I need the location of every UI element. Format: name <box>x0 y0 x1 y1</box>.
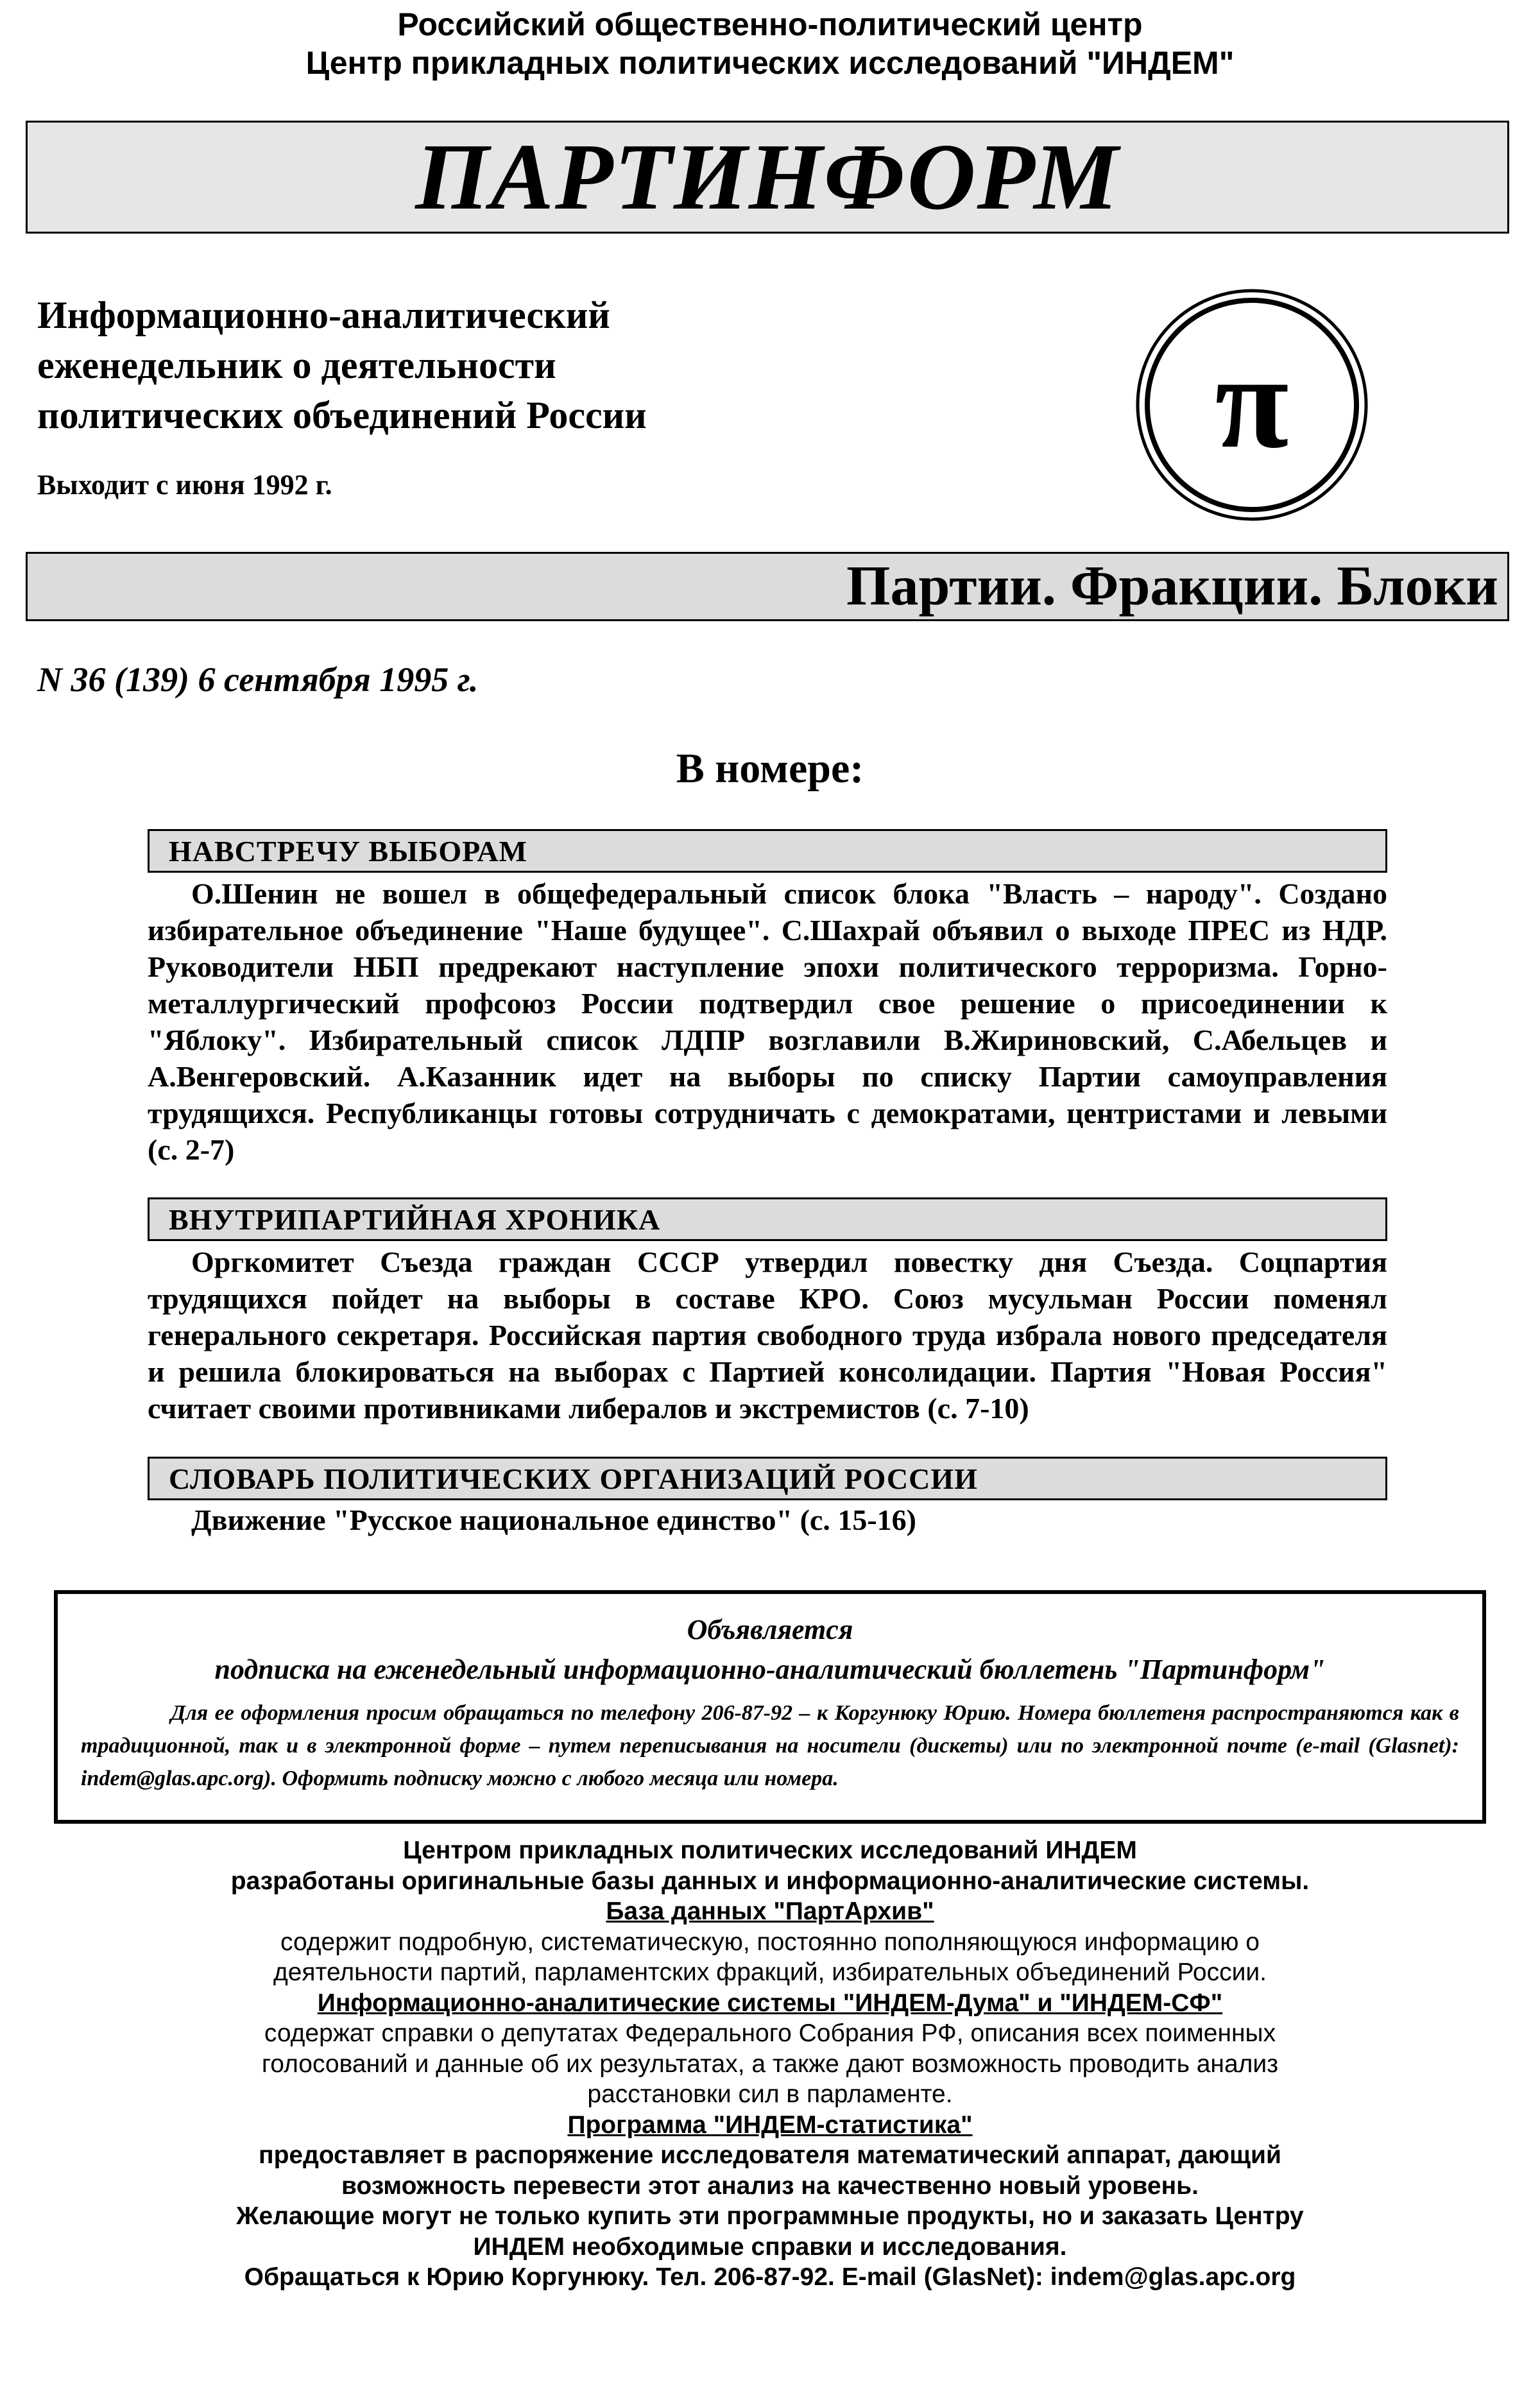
issue-number: N 36 (139) 6 сентября 1995 г. <box>37 660 479 699</box>
ad-systems-text-1: содержат справки о депутатах Федерального Собрания РФ, описания всех поименных <box>264 2019 1276 2047</box>
section-summary: Оргкомитет Съезда граждан СССР утвердил повестку дня Съезда. Соцпартия трудящихся пойдет на выборы в составе КРО. Союз мусульман России поменял генерального секретаря. Российская партия свободного труда избрала нового председателя и решила блокироваться на выборах с Партией консолидации. Партия "Новая Россия" считает своими противниками либералов и экстремистов (с. 7-10) <box>148 1246 1387 1425</box>
pi-logo-icon <box>1133 286 1371 524</box>
category-title: Партии. Фракции. Блоки <box>846 555 1498 617</box>
ad-database-title: База данных "ПартАрхив" <box>606 1898 934 1925</box>
section-summary: Движение "Русское национальное единство" (с. 15-16) <box>191 1504 916 1536</box>
ad-database-text-1: содержит подробную, систематическую, постоянно пополняющуюся информацию о <box>280 1928 1260 1956</box>
ad-systems-text-2: голосований и данные об их результатах, а также дают возможность проводить анализ <box>261 2050 1279 2078</box>
description-line-1: Информационно-аналитический <box>37 294 610 336</box>
subscription-notice <box>54 1590 1486 1824</box>
logo-glyph: π <box>1215 327 1289 476</box>
section-summary: О.Шенин не вошел в общефедеральный список блока "Власть – народу". Создано избирательное объединение "Наше будущее". С.Шахрай объявил о выходе ПРЕС из НДР. Руководители НБП предрекают наступление эпохи политического терроризма. Горно-металлургический профсоюз России подтвердил свое решение о присоединении к "Яблоку". Избирательный список ЛДПР возглавили В.Жириновский, С.Абельцев и А.Венгеровский. А.Казанник идет на выборы по списку Партии самоуправления трудящихся. Республиканцы готовы сотрудничать с демократами, центристами и левыми (с. 2-7) <box>148 877 1387 1166</box>
ad-database-text-2: деятельности партий, парламентских фракций, избирательных объединений России. <box>273 1958 1267 1986</box>
section-heading <box>148 829 1387 873</box>
ad-line-1: Центром прикладных политических исследований ИНДЕМ <box>403 1837 1137 1864</box>
publisher-line-2: Центр прикладных политических исследований "ИНДЕМ" <box>305 45 1235 81</box>
in-issue-heading: В номере: <box>676 745 864 792</box>
ad-program-text-1: предоставляет в распоряжение исследователя математический аппарат, дающий <box>259 2141 1281 2169</box>
masthead-box <box>26 121 1509 234</box>
ad-line-2: разработаны оригинальные базы данных и информационно-аналитические системы. <box>230 1867 1310 1895</box>
section-heading-text: СЛОВАРЬ ПОЛИТИЧЕСКИХ ОРГАНИЗАЦИЙ РОССИИ <box>169 1462 978 1495</box>
section-heading-text: ВНУТРИПАРТИЙНАЯ ХРОНИКА <box>169 1203 661 1236</box>
description-line-3: политических объединений России <box>37 394 647 436</box>
description-line-2: еженедельник о деятельности <box>37 344 556 386</box>
notice-subtitle: подписка на еженедельный информационно-аналитический бюллетень "Партинформ" <box>214 1654 1326 1685</box>
category-band <box>26 552 1509 621</box>
notice-text: Для ее оформления просим обращаться по телефону 206-87-92 – к Коргунюку Юрию. Номера бюллетеня распространяются как в традиционной, так и в электронной форме – путем переписывания на носители (дискеты) или по электронной почте (e-mail (Glasnet): indem@glas.apc.org). Оформить подписку можно с любого месяца или номера. <box>81 1701 1459 1790</box>
indem-advertisement <box>0 1835 1540 2293</box>
notice-title: Объявляется <box>687 1614 853 1645</box>
ad-wish-2: ИНДЕМ необходимые справки и исследования. <box>473 2232 1067 2261</box>
publisher-line-1: Российский общественно-политический центр <box>397 6 1143 42</box>
section-heading <box>148 1197 1387 1241</box>
ad-program-text-2: возможность перевести этот анализ на качественно новый уровень. <box>341 2172 1199 2200</box>
ad-contact: Обращаться к Юрию Коргунюку. Тел. 206-87-92. E-mail (GlasNet): indem@glas.apc.org <box>244 2263 1296 2291</box>
ad-program-title: Программа "ИНДЕМ-статистика" <box>567 2111 973 2139</box>
section-heading <box>148 1457 1387 1500</box>
ad-systems-title: Информационно-аналитические системы "ИНДЕМ-Дума" и "ИНДЕМ-СФ" <box>317 1989 1223 2017</box>
published-since: Выходит с июня 1992 г. <box>37 469 332 501</box>
masthead-title: ПАРТИНФОРМ <box>415 124 1120 230</box>
section-heading-text: НАВСТРЕЧУ ВЫБОРАМ <box>169 834 527 868</box>
ad-systems-text-3: расстановки сил в парламенте. <box>587 2080 953 2108</box>
ad-wish-1: Желающие могут не только купить эти программные продукты, но и заказать Центру <box>236 2202 1304 2230</box>
publication-description <box>37 290 794 440</box>
